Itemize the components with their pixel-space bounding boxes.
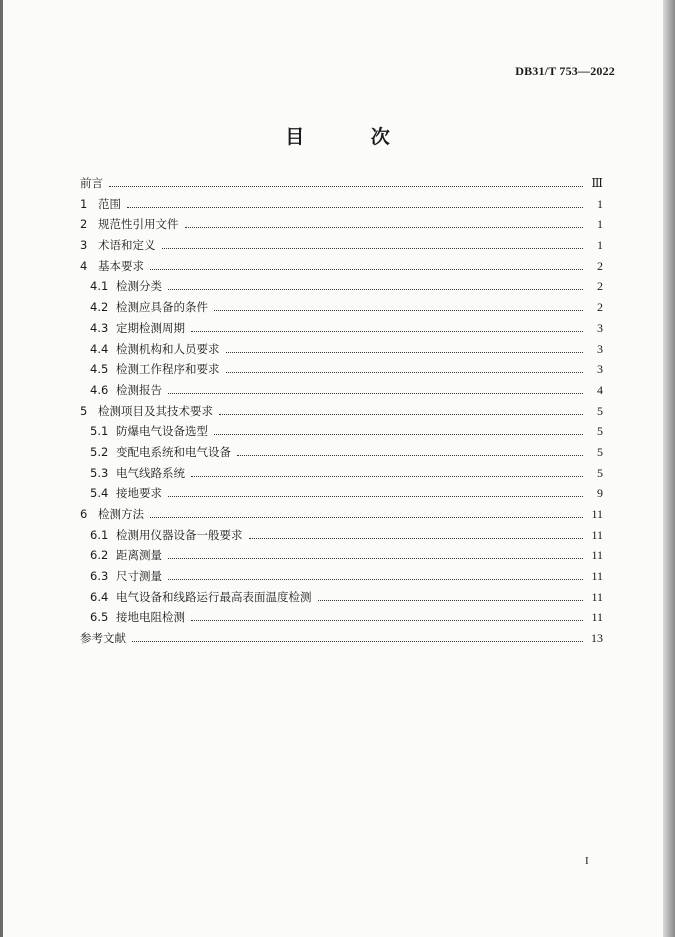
toc-entry-number: 5.3: [90, 465, 109, 480]
toc-entry-page: 5: [597, 465, 603, 480]
toc-entry-page: Ⅲ: [591, 176, 603, 190]
toc-entry-title: 接地要求: [116, 486, 162, 501]
toc-entry[interactable]: [80, 196, 603, 217]
toc-entry-title: 检测方法: [98, 507, 144, 521]
dot-leader: [191, 331, 583, 332]
toc-entry-number: 6.4: [90, 589, 109, 604]
toc-entry[interactable]: [80, 423, 603, 444]
dot-leader: [168, 579, 583, 580]
dot-leader: [150, 269, 583, 270]
toc-entry-title: 前言: [80, 176, 103, 190]
toc-entry-page: 11: [591, 527, 603, 542]
toc-entry-number: 6.3: [90, 569, 109, 584]
dot-leader: [168, 393, 583, 394]
toc-entry[interactable]: [80, 237, 603, 258]
toc-entry-number: 5: [80, 403, 88, 418]
toc-entry-title: 距离测量: [116, 548, 162, 563]
dot-leader: [168, 289, 583, 290]
table-of-contents: [80, 175, 603, 651]
toc-entry-number: 5.2: [90, 444, 109, 459]
dot-leader: [168, 558, 583, 559]
dot-leader: [127, 207, 583, 208]
toc-entry[interactable]: [80, 361, 603, 382]
toc-entry[interactable]: [80, 341, 603, 362]
toc-entry-title: 电气线路系统: [116, 465, 185, 480]
toc-entry-number: 5.1: [90, 424, 109, 439]
toc-entry-page: 3: [597, 341, 603, 356]
toc-entry-title: 范围: [98, 196, 121, 211]
toc-entry-title: 电气设备和线路运行最高表面温度检测: [116, 589, 312, 604]
page-number: I: [585, 855, 589, 867]
dot-leader: [168, 496, 583, 497]
toc-entry-title: 检测项目及其技术要求: [98, 403, 213, 418]
toc-entry-page: 5: [597, 444, 603, 459]
toc-entry-number: 4: [80, 258, 88, 273]
toc-entry-title: 术语和定义: [98, 238, 156, 253]
dot-leader: [132, 641, 583, 642]
dot-leader: [219, 414, 583, 415]
toc-entry-page: 9: [597, 486, 603, 501]
toc-entry-page: 3: [597, 320, 603, 335]
toc-entry-title: 检测分类: [116, 279, 162, 294]
toc-entry[interactable]: [80, 382, 603, 403]
dot-leader: [185, 227, 584, 228]
toc-entry[interactable]: [80, 216, 603, 237]
document-id: DB31/T 753—2022: [515, 64, 615, 78]
toc-entry-page: 11: [591, 569, 603, 584]
toc-entry-page: 4: [597, 382, 603, 397]
toc-entry-page: 5: [597, 424, 603, 439]
toc-entry[interactable]: [80, 589, 603, 610]
toc-entry-title: 定期检测周期: [116, 320, 185, 335]
dot-leader: [226, 372, 584, 373]
toc-entry[interactable]: [80, 630, 603, 651]
dot-leader: [162, 248, 584, 249]
toc-entry[interactable]: [80, 299, 603, 320]
toc-entry-page: 3: [597, 362, 603, 377]
toc-entry-number: 6.5: [90, 610, 109, 625]
toc-entry-number: 5.4: [90, 486, 109, 501]
toc-entry[interactable]: [80, 568, 603, 589]
toc-entry-page: 2: [597, 279, 603, 294]
toc-entry-page: 2: [597, 300, 603, 315]
toc-entry[interactable]: [80, 527, 603, 548]
dot-leader: [150, 517, 583, 518]
toc-entry-title: 检测应具备的条件: [116, 300, 208, 315]
toc-entry-page: 11: [591, 507, 603, 521]
dot-leader: [237, 455, 583, 456]
toc-entry-page: 11: [591, 589, 603, 604]
toc-entry-title: 尺寸测量: [116, 569, 162, 584]
toc-entry-page: 11: [591, 610, 603, 625]
toc-entry[interactable]: [80, 175, 603, 196]
toc-entry-page: 1: [597, 217, 603, 232]
toc-entry[interactable]: [80, 609, 603, 630]
toc-entry[interactable]: [80, 506, 603, 527]
toc-entry-title: 参考文献: [80, 631, 126, 646]
toc-entry[interactable]: [80, 547, 603, 568]
toc-entry-number: 4.2: [90, 300, 109, 315]
toc-entry-page: 1: [597, 196, 603, 211]
toc-entry-page: 5: [597, 403, 603, 418]
toc-entry-title: 检测工作程序和要求: [116, 362, 220, 377]
toc-entry-title: 变配电系统和电气设备: [116, 444, 231, 459]
toc-entry[interactable]: [80, 465, 603, 486]
toc-entry[interactable]: [80, 403, 603, 424]
toc-entry[interactable]: [80, 320, 603, 341]
dot-leader: [214, 434, 583, 435]
toc-entry-number: 1: [80, 196, 88, 211]
dot-leader: [226, 352, 584, 353]
toc-entry-page: 1: [597, 238, 603, 253]
toc-entry-number: 6.1: [90, 527, 109, 542]
toc-entry-number: 6: [80, 507, 88, 521]
page-title: 目 次: [285, 126, 420, 148]
toc-entry[interactable]: [80, 485, 603, 506]
toc-entry-number: 4.3: [90, 320, 109, 335]
dot-leader: [191, 476, 583, 477]
toc-entry-title: 接地电阻检测: [116, 610, 185, 625]
toc-entry-title: 基本要求: [98, 258, 144, 273]
toc-entry-number: 4.5: [90, 362, 109, 377]
toc-entry[interactable]: [80, 278, 603, 299]
toc-entry-number: 2: [80, 217, 88, 232]
toc-entry[interactable]: [80, 258, 603, 279]
toc-entry-title: 检测报告: [116, 382, 162, 397]
toc-entry[interactable]: [80, 444, 603, 465]
dot-leader: [249, 538, 584, 539]
dot-leader: [214, 310, 583, 311]
toc-entry-page: 2: [597, 258, 603, 273]
dot-leader: [109, 186, 583, 187]
toc-entry-number: 4.4: [90, 341, 109, 356]
toc-entry-number: 4.1: [90, 279, 109, 294]
toc-entry-title: 检测机构和人员要求: [116, 341, 220, 356]
toc-entry-page: 11: [591, 548, 603, 563]
dot-leader: [318, 600, 584, 601]
toc-entry-number: 4.6: [90, 382, 109, 397]
toc-entry-number: 6.2: [90, 548, 109, 563]
toc-entry-page: 13: [591, 631, 603, 646]
toc-entry-title: 规范性引用文件: [98, 217, 179, 232]
toc-entry-title: 检测用仪器设备一般要求: [116, 527, 243, 542]
toc-entry-number: 3: [80, 238, 88, 253]
dot-leader: [191, 620, 583, 621]
toc-entry-title: 防爆电气设备选型: [116, 424, 208, 439]
